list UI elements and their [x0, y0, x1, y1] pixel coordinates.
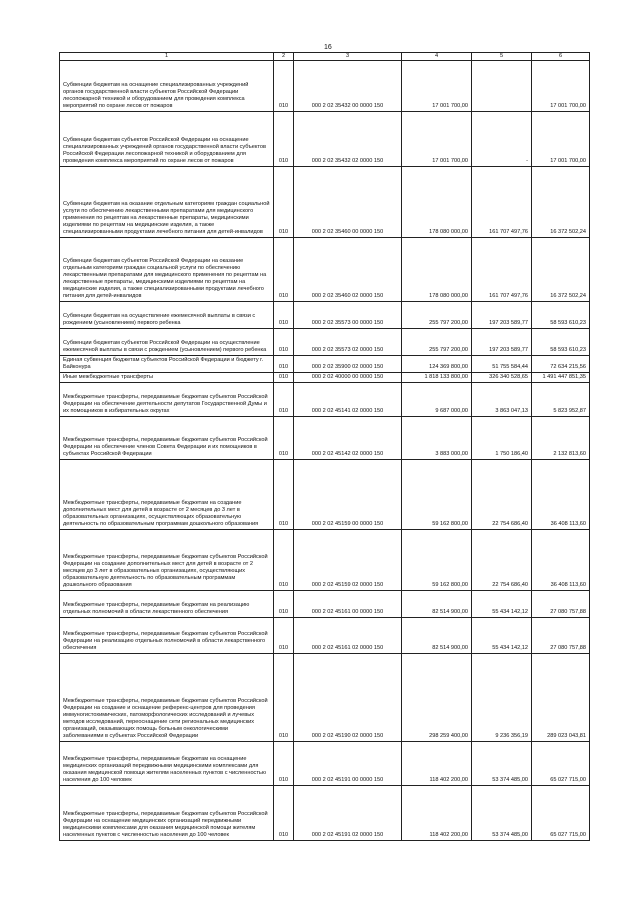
column-header: 1	[60, 53, 274, 61]
budget-table	[59, 52, 590, 841]
row-approved: 178 080 000,00	[402, 237, 472, 301]
row-executed	[472, 60, 532, 111]
row-budget-code: 000 2 02 45161 00 0000 150	[294, 590, 402, 617]
column-header: 3	[294, 53, 402, 61]
row-unexecuted: 17 001 700,00	[532, 111, 590, 166]
row-code: 010	[274, 355, 294, 372]
row-name: Субвенции бюджетам субъектов Российской Федерации на оснащение специализированных учреждений органов государственной власти субъектов Российской Федерации лесопожарной техникой и оборудованием для проведения комплекса мероприятий по охране лесов от пожаров	[60, 111, 274, 166]
row-unexecuted: 27 080 757,88	[532, 590, 590, 617]
table-row	[60, 372, 590, 382]
row-code: 010	[274, 653, 294, 741]
table-row	[60, 355, 590, 372]
row-approved: 118 402 200,00	[402, 785, 472, 840]
row-name: Межбюджетные трансферты, передаваемые бюджетам субъектов Российской Федерации на реализацию отдельных полномочий в области лекарственного обеспечения	[60, 617, 274, 653]
row-budget-code: 000 2 02 45161 02 0000 150	[294, 617, 402, 653]
row-budget-code: 000 2 02 35573 00 0000 150	[294, 301, 402, 328]
row-code: 010	[274, 382, 294, 416]
table-row	[60, 328, 590, 355]
row-name: Межбюджетные трансферты, передаваемые бюджетам на реализацию отдельных полномочий в области лекарственного обеспечения	[60, 590, 274, 617]
table-row	[60, 459, 590, 529]
row-code: 010	[274, 328, 294, 355]
column-header: 5	[472, 53, 532, 61]
row-code: 010	[274, 529, 294, 590]
row-approved: 82 514 900,00	[402, 617, 472, 653]
row-approved: 17 001 700,00	[402, 60, 472, 111]
row-code: 010	[274, 237, 294, 301]
row-approved: 298 259 400,00	[402, 653, 472, 741]
row-unexecuted: 2 132 813,60	[532, 416, 590, 459]
page-number: 16	[324, 44, 332, 51]
row-budget-code: 000 2 02 35573 02 0000 150	[294, 328, 402, 355]
row-code: 010	[274, 617, 294, 653]
row-budget-code: 000 2 02 35900 02 0000 150	[294, 355, 402, 372]
row-unexecuted: 5 823 952,87	[532, 382, 590, 416]
row-budget-code: 000 2 02 45142 02 0000 150	[294, 416, 402, 459]
row-executed: 161 707 497,76	[472, 166, 532, 237]
row-executed: 1 750 186,40	[472, 416, 532, 459]
table-row	[60, 785, 590, 840]
row-name: Иные межбюджетные трансферты	[60, 372, 274, 382]
row-budget-code: 000 2 02 35460 00 0000 150	[294, 166, 402, 237]
row-budget-code: 000 2 02 45191 00 0000 150	[294, 741, 402, 785]
table-row	[60, 741, 590, 785]
column-header: 6	[532, 53, 590, 61]
row-name: Субвенции бюджетам на осуществление ежемесячной выплаты в связи с рождением (усыновлением) первого ребенка	[60, 301, 274, 328]
row-code: 010	[274, 741, 294, 785]
row-approved: 17 001 700,00	[402, 111, 472, 166]
row-name: Межбюджетные трансферты, передаваемые бюджетам субъектов Российской Федерации на создание дополнительных мест для детей в возрасте от 2 месяцев до 3 лет в образовательных организациях, осуществляющих образовательную деятельность по образовательным программам дошкольного образования	[60, 529, 274, 590]
table-row	[60, 111, 590, 166]
row-unexecuted: 16 372 502,24	[532, 237, 590, 301]
row-name: Межбюджетные трансферты, передаваемые бюджетам субъектов Российской Федерации на создание и оснащение референс-центров для проведения иммуногистохимических, патоморфологических исследований и лучевых методов исследований, переоснащение сети региональных медицинских организаций, оказывающих помощь больным онкологическими заболеваниями в субъектах Российской Федерации	[60, 653, 274, 741]
column-header: 4	[402, 53, 472, 61]
row-approved: 9 687 000,00	[402, 382, 472, 416]
table-row	[60, 382, 590, 416]
row-budget-code: 000 2 02 45141 02 0000 150	[294, 382, 402, 416]
row-approved: 59 162 800,00	[402, 459, 472, 529]
row-executed: 53 374 485,00	[472, 741, 532, 785]
column-header: 2	[274, 53, 294, 61]
row-budget-code: 000 2 02 35460 02 0000 150	[294, 237, 402, 301]
row-executed: 51 755 584,44	[472, 355, 532, 372]
row-name: Единая субвенция бюджетам субъектов Российской Федерации и бюджету г. Байконура	[60, 355, 274, 372]
row-unexecuted: 72 634 215,56	[532, 355, 590, 372]
row-name: Субвенции бюджетам на оказание отдельным категориям граждан социальной услуги по обеспечению лекарственными препаратами для медицинского применения по рецептам на лекарственные препараты, медицинскими изделиями по рецептам на медицинские изделия, а также специализированными продуктами лечебного питания для детей-инвалидов	[60, 166, 274, 237]
row-code: 010	[274, 416, 294, 459]
table-row	[60, 60, 590, 111]
row-budget-code: 000 2 02 45159 02 0000 150	[294, 529, 402, 590]
table-row	[60, 166, 590, 237]
row-unexecuted: 17 001 700,00	[532, 60, 590, 111]
row-approved: 255 797 200,00	[402, 328, 472, 355]
row-unexecuted: 1 491 447 851,35	[532, 372, 590, 382]
row-budget-code: 000 2 02 35432 02 0000 150	[294, 111, 402, 166]
row-approved: 59 162 800,00	[402, 529, 472, 590]
row-executed: 53 374 485,00	[472, 785, 532, 840]
row-executed: 197 203 589,77	[472, 301, 532, 328]
table-row	[60, 590, 590, 617]
table-row	[60, 416, 590, 459]
row-unexecuted: 36 408 113,60	[532, 529, 590, 590]
row-name: Субвенции бюджетам субъектов Российской Федерации на оказание отдельным категориям граждан социальной услуги по обеспечению лекарственными препаратами для медицинского применения по рецептам на лекарственные препараты, медицинскими изделиями по рецептам на медицинские изделия, а также специализированными продуктами лечебного питания для детей-инвалидов	[60, 237, 274, 301]
row-code: 010	[274, 301, 294, 328]
row-budget-code: 000 2 02 45190 02 0000 150	[294, 653, 402, 741]
row-code: 010	[274, 372, 294, 382]
row-name: Межбюджетные трансферты, передаваемые бюджетам субъектов Российской Федерации на оснащение медицинских организаций передвижными медицинскими комплексами для оказания медицинской помощи жителям населенных пунктов с численностью населения до 100 человек	[60, 785, 274, 840]
row-executed: -	[472, 111, 532, 166]
row-code: 010	[274, 590, 294, 617]
row-executed: 55 434 142,12	[472, 617, 532, 653]
row-executed: 161 707 497,76	[472, 237, 532, 301]
row-budget-code: 000 2 02 45191 02 0000 150	[294, 785, 402, 840]
table-row	[60, 617, 590, 653]
table-row	[60, 529, 590, 590]
row-unexecuted: 36 408 113,60	[532, 459, 590, 529]
row-executed: 55 434 142,12	[472, 590, 532, 617]
row-approved: 118 402 200,00	[402, 741, 472, 785]
row-unexecuted: 58 593 610,23	[532, 301, 590, 328]
row-budget-code: 000 2 02 35432 00 0000 150	[294, 60, 402, 111]
row-approved: 255 797 200,00	[402, 301, 472, 328]
row-unexecuted: 289 023 043,81	[532, 653, 590, 741]
row-executed: 3 863 047,13	[472, 382, 532, 416]
row-executed: 22 754 686,40	[472, 529, 532, 590]
row-approved: 124 369 800,00	[402, 355, 472, 372]
row-budget-code: 000 2 02 40000 00 0000 150	[294, 372, 402, 382]
row-name: Субвенции бюджетам на оснащение специализированных учреждений органов государственной власти субъектов Российской Федерации лесопожарной техникой и оборудованием для проведения комплекса мероприятий по охране лесов от пожаров	[60, 60, 274, 111]
row-name: Межбюджетные трансферты, передаваемые бюджетам субъектов Российской Федерации на обеспечение деятельности депутатов Государственной Думы и их помощников в избирательных округах	[60, 382, 274, 416]
table-row	[60, 237, 590, 301]
row-name: Межбюджетные трансферты, передаваемые бюджетам на оснащение медицинских организаций передвижными медицинскими комплексами для оказания медицинской помощи жителям населенных пунктов с численностью населения до 100 человек	[60, 741, 274, 785]
row-executed: 197 203 589,77	[472, 328, 532, 355]
row-unexecuted: 16 372 502,24	[532, 166, 590, 237]
row-code: 010	[274, 166, 294, 237]
row-unexecuted: 58 593 610,23	[532, 328, 590, 355]
table-row	[60, 653, 590, 741]
row-approved: 178 080 000,00	[402, 166, 472, 237]
row-unexecuted: 65 027 715,00	[532, 741, 590, 785]
row-code: 010	[274, 459, 294, 529]
row-budget-code: 000 2 02 45159 00 0000 150	[294, 459, 402, 529]
row-approved: 3 883 000,00	[402, 416, 472, 459]
row-code: 010	[274, 111, 294, 166]
row-executed: 22 754 686,40	[472, 459, 532, 529]
row-unexecuted: 27 080 757,88	[532, 617, 590, 653]
row-name: Субвенции бюджетам субъектов Российской Федерации на осуществление ежемесячной выплаты в связи с рождением (усыновлением) первого ребенка	[60, 328, 274, 355]
row-code: 010	[274, 785, 294, 840]
row-unexecuted: 65 027 715,00	[532, 785, 590, 840]
row-executed: 9 236 356,19	[472, 653, 532, 741]
row-code: 010	[274, 60, 294, 111]
row-name: Межбюджетные трансферты, передаваемые бюджетам субъектов Российской Федерации на обеспечение членов Совета Федерации и их помощников в субъектах Российской Федерации	[60, 416, 274, 459]
table-row	[60, 301, 590, 328]
table-header-row	[60, 53, 590, 61]
row-approved: 82 514 900,00	[402, 590, 472, 617]
row-executed: 326 340 528,65	[472, 372, 532, 382]
row-approved: 1 818 133 800,00	[402, 372, 472, 382]
row-name: Межбюджетные трансферты, передаваемые бюджетам на создание дополнительных мест для детей в возрасте от 2 месяцев до 3 лет в образовательных организациях, осуществляющих образовательную деятельность по образовательным программам дошкольного образования	[60, 459, 274, 529]
